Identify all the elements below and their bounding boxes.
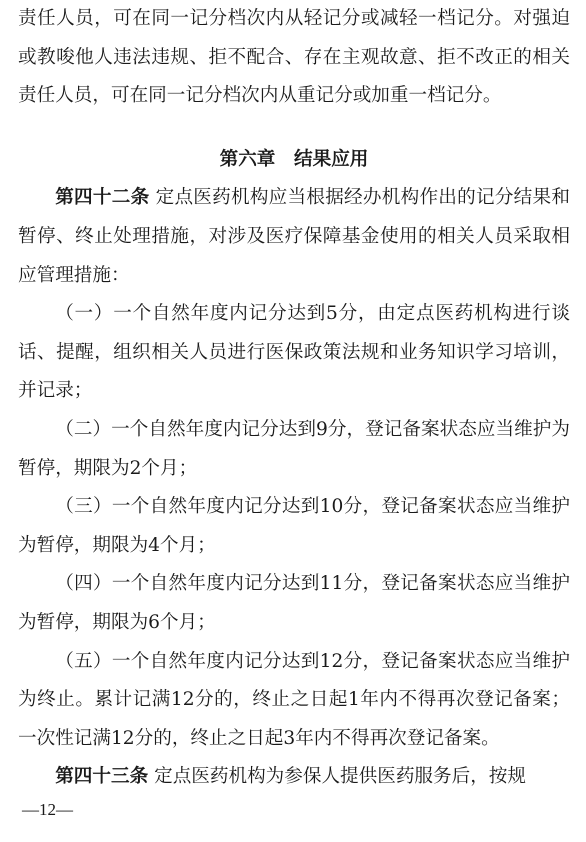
article-43: [18, 758, 570, 797]
document-body: [18, 0, 570, 797]
chapter-heading: [18, 141, 570, 180]
article-42: [18, 179, 570, 295]
list-item: （五）一个自然年度内记分达到12分，登记备案状态应当维护为终止。累计记满12分的，终止之日起1年内不得再次登记备案；一次性记满12分的，终止之日起3年内不得再次登记备案。: [18, 650, 570, 749]
article-43-text: 定点医药机构为参保人提供医药服务后，按规: [154, 766, 526, 788]
article-42-label: 第四十二条: [55, 187, 150, 209]
chapter-title: 结果应用: [294, 148, 369, 170]
list-item: （三）一个自然年度内记分达到10分，登记备案状态应当维护为暂停，期限为4个月；: [18, 496, 570, 556]
continuation-paragraph: 责任人员，可在同一记分档次内从轻记分或减轻一档记分。对强迫或教唆他人违法违规、拒不配合、存在主观故意、拒不改正的相关责任人员，可在同一记分档次内从重记分或加重一档记分。: [18, 8, 570, 107]
list-item: （二）一个自然年度内记分达到9分，登记备案状态应当维护为暂停，期限为2个月；: [18, 418, 570, 479]
chapter-number: 第六章: [219, 148, 276, 170]
article-43-label: 第四十三条: [55, 766, 149, 788]
list-item: （一）一个自然年度内记分达到5分，由定点医药机构进行谈话、提醒，组织相关人员进行医保政策法规和业务知识学习培训，并记录；: [18, 303, 570, 402]
article-42-text: 定点医药机构应当根据经办机构作出的记分结果和暂停、终止处理措施，对涉及医疗保障基金使用的相关人员采取相应管理措施：: [18, 187, 570, 286]
list-item: （四）一个自然年度内记分达到11分，登记备案状态应当维护为暂停，期限为6个月；: [18, 573, 570, 633]
page-number: —12—: [22, 800, 73, 819]
